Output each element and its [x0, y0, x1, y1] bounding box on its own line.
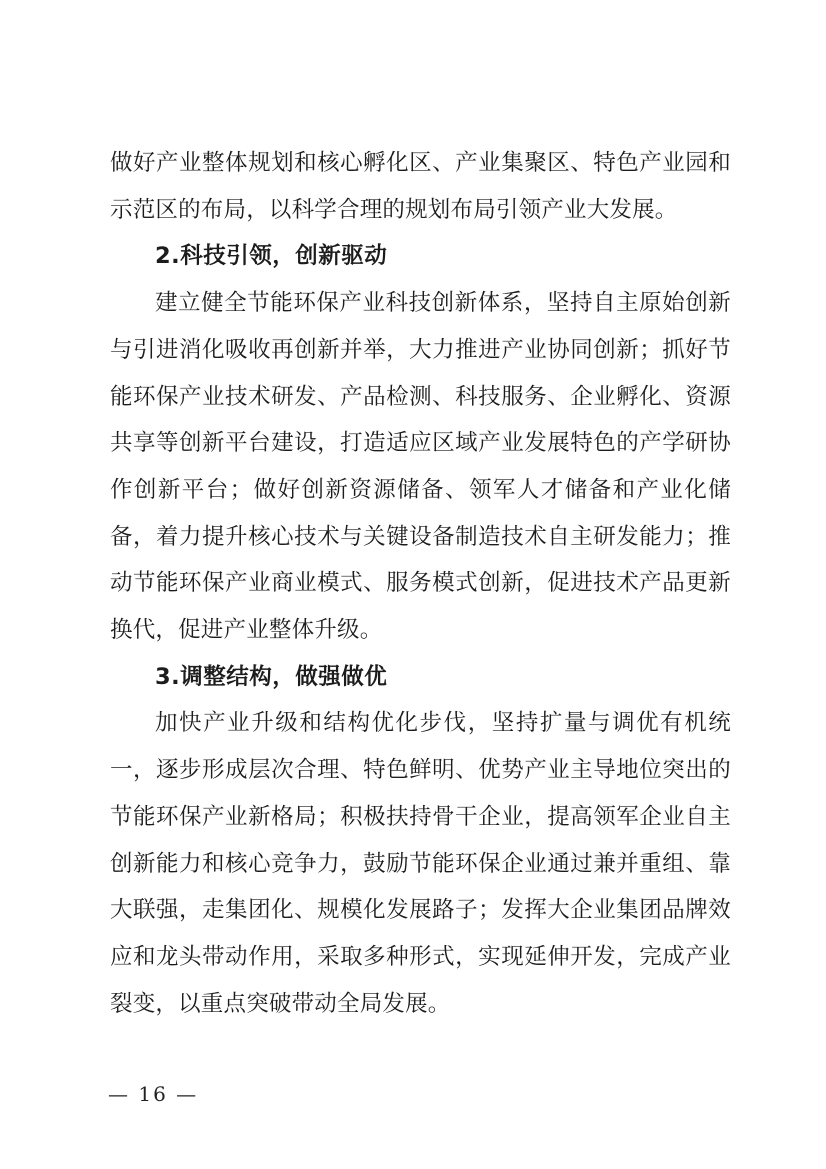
paragraph-science-innovation: 建立健全节能环保产业科技创新体系，坚持自主原始创新与引进消化吸收再创新并举，大力推进产业协同创新；抓好节能环保产业技术研发、产品检测、科技服务、企业孵化、资源共享等创新平台建设，打造适应区域产业发展特色的产学研协作创新平台；做好创新资源储备、领军人才储备和产业化储备，着力提升核心技术与关键设备制造技术自主研发能力；推动节能环保产业商业模式、服务模式创新，促进技术产品更新换代，促进产业整体升级。	[110, 290, 731, 644]
page-footer	[108, 1080, 198, 1108]
section-heading-structure-adjustment: 3.调整结构，做强做优	[155, 663, 388, 690]
document-body	[110, 140, 731, 1027]
page-number: — 16 —	[108, 1082, 199, 1106]
paragraph-continuation: 做好产业整体规划和核心孵化区、产业集聚区、特色产业园和示范区的布局，以科学合理的规划布局引领产业大发展。	[110, 150, 731, 223]
paragraph-structure-adjustment: 加快产业升级和结构优化步伐，坚持扩量与调优有机统一，逐步形成层次合理、特色鲜明、优势产业主导地位突出的节能环保产业新格局；积极扶持骨干企业，提高领军企业自主创新能力和核心竞争力，鼓励节能环保企业通过兼并重组、靠大联强，走集团化、规模化发展路子；发挥大企业集团品牌效应和龙头带动作用，采取多种形式，实现延伸开发，完成产业裂变，以重点突破带动全局发展。	[110, 710, 731, 1017]
section-heading-science-innovation: 2.科技引领，创新驱动	[155, 243, 388, 270]
